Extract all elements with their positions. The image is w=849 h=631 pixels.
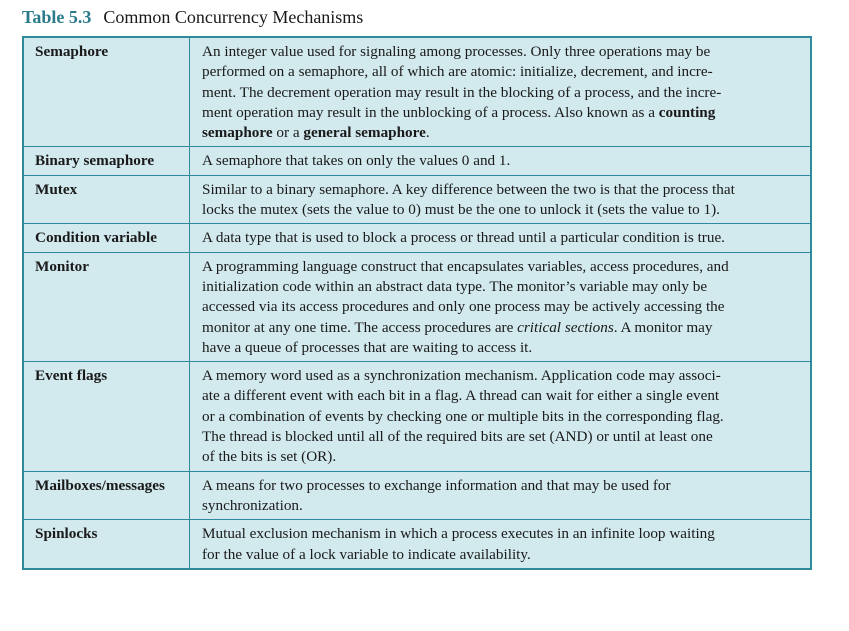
description-cell [190, 471, 812, 520]
desc-line: locks the mutex (sets the value to 0) must be the one to unlock it (sets the value to 1). [202, 201, 720, 219]
emphasis-term: critical sections [517, 318, 614, 336]
description-cell [190, 175, 812, 224]
desc-line: ment. The decrement operation may result in the blocking of a process, and the incre- [202, 83, 722, 101]
desc-line: for the value of a lock variable to indicate availability. [202, 545, 531, 563]
desc-text: . [425, 124, 430, 142]
table-number: Table 5.3 [22, 7, 92, 27]
desc-line: of the bits is set (OR). [202, 448, 337, 466]
table-caption [22, 6, 363, 28]
term-cell: Spinlocks [23, 520, 190, 569]
table-row [23, 520, 811, 569]
desc-line: or a combination of events by checking one or multiple bits in the corresponding flag. [202, 407, 724, 425]
desc-line: A memory word used as a synchronization mechanism. Application code may associ- [202, 367, 721, 385]
term-cell: Monitor [23, 252, 190, 361]
description-cell [190, 520, 812, 569]
desc-line: accessed via its access procedures and only one process may be actively accessing the [202, 298, 725, 316]
desc-line: The thread is blocked until all of the required bits are set (AND) or until at least one [202, 428, 713, 446]
table-row [23, 471, 811, 520]
description-cell [190, 37, 812, 147]
description-cell [190, 362, 812, 471]
desc-line: An integer value used for signaling among processes. Only three operations may be [202, 43, 711, 60]
description-cell [190, 252, 812, 361]
term-cell: Semaphore [23, 37, 190, 147]
concurrency-mechanisms-table [22, 36, 812, 570]
desc-line: synchronization. [202, 496, 303, 514]
desc-line: A means for two processes to exchange information and that may be used for [202, 476, 671, 494]
desc-line: monitor at any one time. The access procedures are [202, 318, 518, 336]
table-row [23, 37, 811, 147]
table-row [23, 362, 811, 471]
desc-line: ate a different event with each bit in a flag. A thread can wait for either a single event [202, 387, 720, 405]
term-cell: Mailboxes/messages [23, 471, 190, 520]
emphasis-term: semaphore [202, 124, 273, 142]
emphasis-term: counting [658, 103, 716, 121]
term-cell: Condition variable [23, 224, 190, 252]
desc-line: initialization code within an abstract data type. The monitor’s variable may only be [202, 277, 708, 295]
desc-line: ment operation may result in the unblocking of a process. Also known as a [202, 103, 659, 121]
table-row [23, 224, 811, 252]
description-cell: A semaphore that takes on only the values 0 and 1. [190, 147, 812, 175]
table-row [23, 252, 811, 361]
term-cell: Binary semaphore [23, 147, 190, 175]
table-title: Common Concurrency Mechanisms [103, 7, 364, 27]
term-cell: Mutex [23, 175, 190, 224]
desc-text: . A monitor may [613, 318, 713, 336]
desc-line: Similar to a binary semaphore. A key difference between the two is that the process that [202, 180, 735, 198]
desc-line: Mutual exclusion mechanism in which a process executes in an infinite loop waiting [202, 525, 715, 543]
desc-line: have a queue of processes that are waiting to access it. [202, 338, 533, 356]
emphasis-term: general semaphore [303, 124, 426, 142]
term-cell: Event flags [23, 362, 190, 471]
desc-line: A programming language construct that encapsulates variables, access procedures, and [202, 257, 729, 275]
description-cell: A data type that is used to block a process or thread until a particular condition is true. [190, 224, 812, 252]
table-row [23, 175, 811, 224]
desc-text: or a [272, 124, 304, 142]
desc-line: performed on a semaphore, all of which are atomic: initialize, decrement, and incre- [202, 63, 713, 81]
table-row [23, 147, 811, 175]
